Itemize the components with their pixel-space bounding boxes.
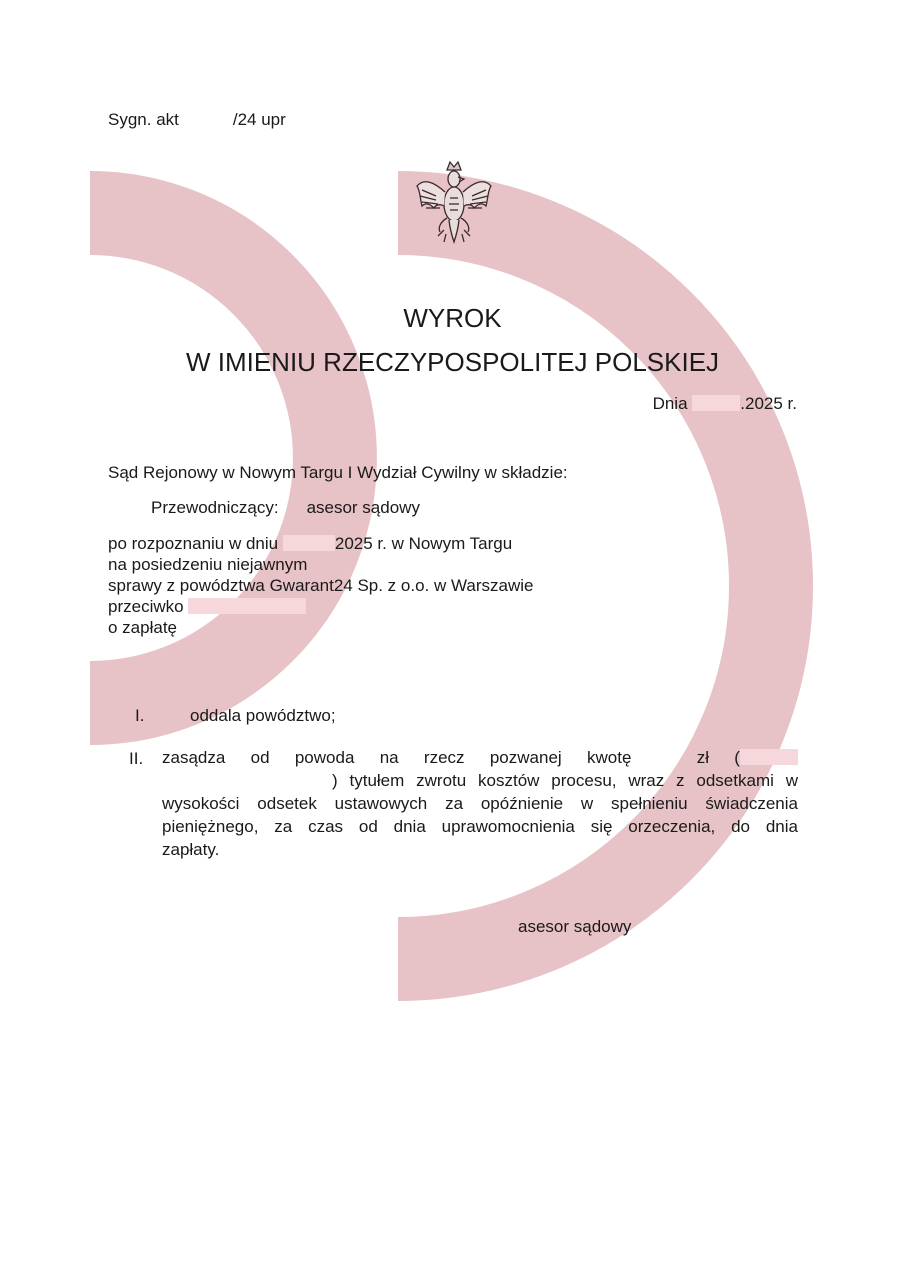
case-signature	[108, 110, 286, 130]
ruling-2-text	[162, 746, 798, 861]
defendant-line	[108, 597, 306, 617]
case-signature-label: Sygn. akt	[108, 110, 179, 129]
presiding-value: asesor sądowy	[306, 498, 420, 517]
ruling-2-line-4: pieniężnego, za czas od dnia uprawomocnienia się orzeczenia, do dnia	[162, 817, 798, 836]
ruling-2-amount-open: zł (	[696, 748, 740, 767]
signature: asesor sądowy	[518, 917, 632, 936]
hearing-suffix: 2025 r. w Nowym Targu	[334, 534, 513, 553]
court-composition: Sąd Rejonowy w Nowym Targu I Wydział Cywilny w składzie:	[108, 463, 568, 482]
ruling-1-text: oddala powództwo;	[190, 706, 336, 725]
redacted-hearing-date	[283, 535, 335, 551]
ruling-2-number: II.	[129, 749, 144, 768]
hearing-line	[108, 534, 512, 554]
judgment-date	[653, 394, 797, 414]
redacted-amount-words-cont	[162, 772, 332, 788]
polish-eagle-emblem-icon	[414, 158, 494, 246]
ruling-2-line-1	[162, 746, 798, 769]
ruling-2-line-5: zapłaty.	[162, 840, 220, 859]
redacted-amount-words	[740, 749, 798, 765]
claim-subject: o zapłatę	[108, 618, 177, 637]
date-prefix: Dnia	[652, 394, 688, 413]
date-suffix: .2025 r.	[740, 394, 797, 413]
ruling-2-line-2	[162, 769, 798, 792]
plaintiff-line: sprawy z powództwa Gwarant24 Sp. z o.o. w Warszawie	[108, 576, 534, 595]
redacted-defendant	[188, 598, 306, 614]
redacted-date	[692, 395, 740, 411]
ruling-2-line-3: wysokości odsetek ustawowych za opóźnienie w spełnieniu świadczenia	[162, 794, 798, 813]
hearing-prefix: po rozpoznaniu w dniu	[108, 534, 279, 553]
defendant-label: przeciwko	[108, 597, 184, 616]
document-title: WYROK	[403, 303, 502, 333]
ruling-2-line-2-text: ) tytułem zwrotu kosztów procesu, wraz z odsetkami w	[332, 771, 798, 790]
presiding-label: Przewodniczący:	[151, 498, 279, 517]
presiding-judge	[151, 498, 420, 518]
document-subtitle: W IMIENIU RZECZYPOSPOLITEJ POLSKIEJ	[185, 347, 720, 377]
ruling-1-number: I.	[135, 706, 145, 725]
session-type: na posiedzeniu niejawnym	[108, 555, 308, 574]
redacted-case-number	[179, 111, 233, 127]
case-signature-suffix: /24 upr	[232, 110, 286, 129]
ruling-2-line-1-text: zasądza od powoda na rzecz pozwanej kwotę	[162, 748, 632, 767]
